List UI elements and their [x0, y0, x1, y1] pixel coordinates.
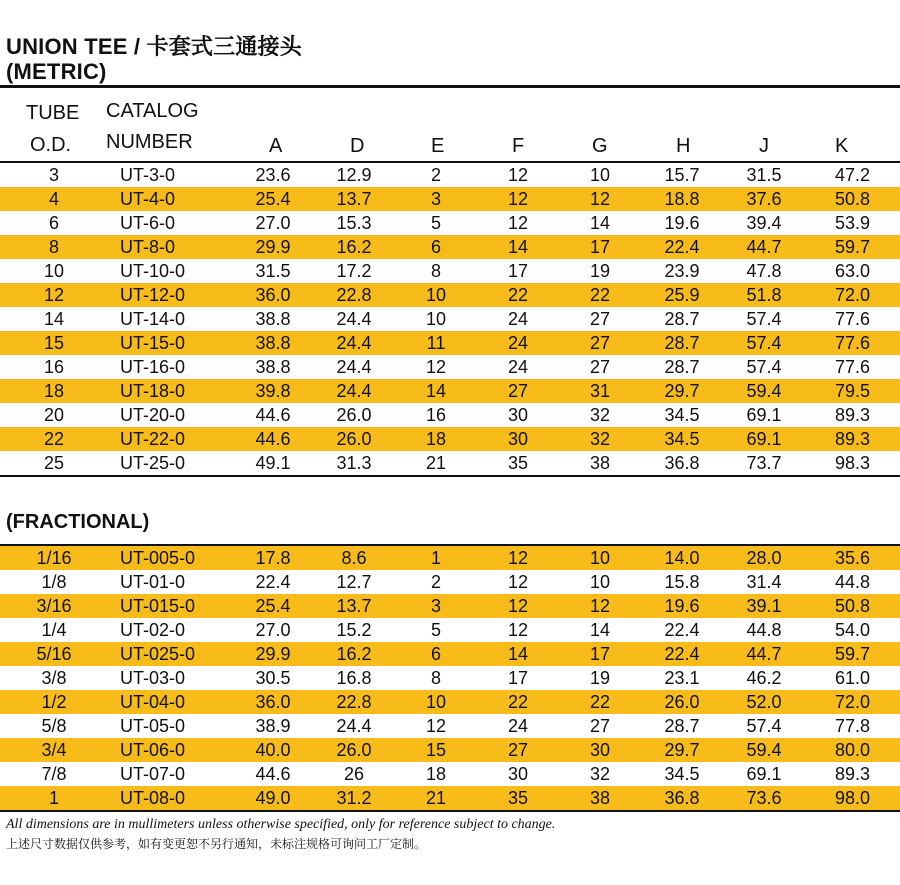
cell-j: 44.8: [746, 620, 782, 640]
cell-a: 44.6: [233, 427, 313, 451]
cell-f: 22: [477, 283, 559, 307]
cell-k: 50.8: [805, 594, 900, 618]
header-catalog-line2: NUMBER: [106, 131, 193, 153]
table-row: [0, 594, 900, 618]
cell-h: 19.6: [641, 594, 723, 618]
cell-a: 49.1: [255, 453, 291, 473]
table-row: [0, 235, 900, 259]
cell-a: 38.9: [255, 716, 291, 736]
cell-cat: UT-12-0: [108, 283, 233, 307]
cell-cat: UT-16-0: [120, 357, 186, 377]
cell-od: 20: [43, 405, 65, 425]
table-row: [0, 762, 900, 786]
cell-d: 24.4: [336, 716, 372, 736]
table-row: [0, 283, 900, 307]
cell-e: 2: [430, 165, 441, 185]
cell-k: 89.3: [805, 427, 900, 451]
cell-g: 27: [589, 716, 611, 736]
cell-g: 32: [589, 764, 611, 784]
cell-g: 10: [589, 165, 611, 185]
cell-g: 17: [559, 235, 641, 259]
cell-g: 22: [559, 690, 641, 714]
cell-k: 59.7: [805, 235, 900, 259]
cell-a: 39.8: [233, 379, 313, 403]
cell-h: 28.7: [664, 716, 700, 736]
cell-cat: UT-3-0: [120, 165, 176, 185]
cell-h: 34.5: [641, 427, 723, 451]
cell-j: 51.8: [723, 283, 805, 307]
cell-f: 24: [507, 716, 529, 736]
cell-e: 18: [425, 764, 447, 784]
cell-e: 18: [395, 427, 477, 451]
cell-k: 77.6: [834, 357, 871, 377]
cell-g: 38: [589, 453, 611, 473]
cell-j: 73.6: [723, 786, 805, 810]
cell-k: 72.0: [805, 690, 900, 714]
cell-od: 1/4: [41, 620, 67, 640]
cell-a: 29.9: [233, 642, 313, 666]
cell-a: 40.0: [233, 738, 313, 762]
table-row: [0, 546, 900, 570]
cell-e: 15: [395, 738, 477, 762]
table-row: [0, 666, 900, 690]
cell-h: 22.4: [641, 235, 723, 259]
cell-f: 27: [477, 738, 559, 762]
cell-j: 31.5: [746, 165, 782, 185]
cell-e: 5: [430, 213, 441, 233]
cell-h: 23.9: [664, 261, 700, 281]
cell-f: 17: [507, 668, 529, 688]
cell-d: 31.2: [313, 786, 395, 810]
cell-f: 14: [477, 642, 559, 666]
cell-h: 28.7: [664, 309, 700, 329]
cell-g: 14: [589, 213, 611, 233]
cell-f: 35: [477, 786, 559, 810]
cell-e: 6: [395, 235, 477, 259]
cell-f: 35: [507, 453, 529, 473]
cell-e: 6: [395, 642, 477, 666]
cell-d: 26.0: [336, 405, 372, 425]
cell-d: 8.6: [313, 546, 395, 570]
cell-d: 26.0: [313, 427, 395, 451]
cell-h: 22.4: [641, 642, 723, 666]
cell-od: 3/4: [0, 738, 108, 762]
cell-cat: UT-01-0: [120, 572, 186, 592]
table-row: [0, 211, 900, 235]
cell-e: 14: [395, 379, 477, 403]
cell-g: 12: [559, 594, 641, 618]
cell-od: 1/16: [0, 546, 108, 570]
cell-od: 25: [43, 453, 65, 473]
cell-h: 36.8: [641, 786, 723, 810]
cell-f: 12: [477, 187, 559, 211]
cell-k: 44.8: [834, 572, 871, 592]
fractional-title: (FRACTIONAL): [6, 511, 150, 533]
cell-a: 31.5: [255, 261, 291, 281]
cell-k: 50.8: [805, 187, 900, 211]
header-d: D: [350, 135, 365, 157]
cell-g: 22: [559, 283, 641, 307]
cell-g: 30: [559, 738, 641, 762]
cell-f: 30: [477, 427, 559, 451]
cell-h: 19.6: [664, 213, 700, 233]
cell-d: 15.2: [336, 620, 372, 640]
cell-g: 12: [559, 187, 641, 211]
cell-cat: UT-10-0: [120, 261, 186, 281]
cell-h: 26.0: [641, 690, 723, 714]
cell-h: 23.1: [664, 668, 700, 688]
header-h: H: [676, 135, 691, 157]
cell-od: 15: [0, 331, 108, 355]
cell-cat: UT-015-0: [108, 594, 233, 618]
table-row: [0, 427, 900, 451]
cell-od: 1/2: [0, 690, 108, 714]
cell-f: 12: [477, 546, 559, 570]
cell-j: 57.4: [746, 357, 782, 377]
cell-j: 57.4: [746, 716, 782, 736]
cell-j: 39.1: [723, 594, 805, 618]
cell-k: 63.0: [834, 261, 871, 281]
cell-j: 69.1: [723, 427, 805, 451]
cell-e: 11: [395, 331, 477, 355]
table-row: [0, 355, 900, 379]
cell-f: 30: [507, 405, 529, 425]
header-g: G: [592, 135, 608, 157]
cell-od: 14: [43, 309, 65, 329]
cell-cat: UT-20-0: [120, 405, 186, 425]
cell-h: 34.5: [664, 764, 700, 784]
cell-a: 29.9: [233, 235, 313, 259]
fractional-bottom-rule: [0, 810, 900, 812]
cell-e: 10: [395, 690, 477, 714]
cell-g: 19: [589, 668, 611, 688]
cell-od: 16: [43, 357, 65, 377]
cell-od: 3/8: [41, 668, 67, 688]
cell-d: 24.4: [336, 309, 372, 329]
cell-g: 14: [589, 620, 611, 640]
cell-od: 12: [0, 283, 108, 307]
cell-g: 32: [589, 405, 611, 425]
cell-f: 12: [507, 620, 529, 640]
table-row: [0, 570, 900, 594]
cell-cat: UT-025-0: [108, 642, 233, 666]
cell-h: 34.5: [664, 405, 700, 425]
header-tube-line2: O.D.: [30, 134, 72, 156]
cell-d: 26.0: [313, 738, 395, 762]
table-row: [0, 618, 900, 642]
cell-k: 80.0: [805, 738, 900, 762]
table-row: [0, 403, 900, 427]
cell-a: 36.0: [233, 690, 313, 714]
table-row: [0, 259, 900, 283]
cell-cat: UT-8-0: [108, 235, 233, 259]
cell-od: 6: [48, 213, 59, 233]
table-row: [0, 187, 900, 211]
cell-f: 12: [477, 594, 559, 618]
cell-e: 8: [430, 261, 441, 281]
cell-f: 12: [507, 213, 529, 233]
cell-e: 5: [430, 620, 441, 640]
cell-a: 22.4: [255, 572, 291, 592]
cell-h: 18.8: [641, 187, 723, 211]
cell-f: 24: [477, 331, 559, 355]
cell-cat: UT-07-0: [120, 764, 186, 784]
cell-f: 12: [507, 165, 529, 185]
cell-d: 12.7: [336, 572, 372, 592]
cell-j: 69.1: [746, 764, 782, 784]
cell-h: 28.7: [664, 357, 700, 377]
page-title: [6, 34, 302, 84]
cell-e: 3: [395, 594, 477, 618]
cell-od: 22: [0, 427, 108, 451]
title-line-1: UNION TEE / 卡套式三通接头: [6, 34, 302, 59]
cell-g: 19: [589, 261, 611, 281]
cell-k: 35.6: [805, 546, 900, 570]
cell-d: 12.9: [336, 165, 372, 185]
footnote-chinese: 上述尺寸数据仅供参考，如有变更恕不另行通知，未标注规格可询问工厂定制。: [6, 837, 427, 851]
cell-a: 27.0: [255, 620, 291, 640]
cell-d: 16.8: [336, 668, 372, 688]
table-row: [0, 307, 900, 331]
table-row: [0, 786, 900, 810]
cell-j: 44.7: [723, 235, 805, 259]
cell-e: 12: [425, 357, 447, 377]
cell-f: 27: [477, 379, 559, 403]
header-tube-line1: TUBE: [26, 102, 80, 124]
cell-d: 22.8: [313, 690, 395, 714]
cell-a: 23.6: [255, 165, 291, 185]
cell-a: 27.0: [255, 213, 291, 233]
cell-od: 4: [0, 187, 108, 211]
cell-d: 24.4: [336, 357, 372, 377]
cell-h: 36.8: [664, 453, 700, 473]
cell-k: 47.2: [834, 165, 871, 185]
cell-cat: UT-14-0: [120, 309, 186, 329]
table-row: [0, 379, 900, 403]
cell-od: 5/8: [41, 716, 67, 736]
cell-j: 37.6: [723, 187, 805, 211]
cell-f: 24: [507, 309, 529, 329]
cell-cat: UT-005-0: [108, 546, 233, 570]
cell-e: 10: [425, 309, 447, 329]
cell-g: 27: [589, 309, 611, 329]
cell-h: 29.7: [641, 738, 723, 762]
cell-cat: UT-6-0: [120, 213, 176, 233]
cell-f: 12: [507, 572, 529, 592]
cell-f: 30: [507, 764, 529, 784]
cell-cat: UT-05-0: [120, 716, 186, 736]
cell-a: 38.8: [255, 309, 291, 329]
cell-cat: UT-25-0: [120, 453, 186, 473]
cell-f: 17: [507, 261, 529, 281]
cell-od: 10: [43, 261, 65, 281]
cell-cat: UT-08-0: [108, 786, 233, 810]
cell-e: 12: [425, 716, 447, 736]
cell-cat: UT-18-0: [108, 379, 233, 403]
cell-h: 22.4: [664, 620, 700, 640]
cell-d: 16.2: [313, 642, 395, 666]
cell-cat: UT-4-0: [108, 187, 233, 211]
cell-cat: UT-06-0: [108, 738, 233, 762]
cell-g: 10: [589, 572, 611, 592]
cell-h: 25.9: [641, 283, 723, 307]
cell-h: 14.0: [641, 546, 723, 570]
cell-e: 1: [395, 546, 477, 570]
cell-od: 8: [0, 235, 108, 259]
cell-od: 7/8: [41, 764, 67, 784]
cell-a: 38.8: [255, 357, 291, 377]
cell-k: 89.3: [834, 405, 871, 425]
cell-j: 47.8: [746, 261, 782, 281]
cell-e: 21: [395, 786, 477, 810]
cell-d: 22.8: [313, 283, 395, 307]
cell-d: 17.2: [336, 261, 372, 281]
cell-cat: UT-04-0: [108, 690, 233, 714]
cell-g: 17: [559, 642, 641, 666]
table-row: [0, 163, 900, 187]
cell-a: 44.6: [255, 764, 291, 784]
cell-j: 52.0: [723, 690, 805, 714]
cell-g: 27: [559, 331, 641, 355]
cell-e: 8: [430, 668, 441, 688]
cell-od: 3/16: [0, 594, 108, 618]
cell-j: 46.2: [746, 668, 782, 688]
cell-j: 39.4: [746, 213, 782, 233]
cell-od: 1/8: [41, 572, 67, 592]
cell-k: 59.7: [805, 642, 900, 666]
cell-cat: UT-03-0: [120, 668, 186, 688]
cell-d: 31.3: [336, 453, 372, 473]
cell-od: 5/16: [0, 642, 108, 666]
cell-a: 36.0: [233, 283, 313, 307]
cell-d: 24.4: [313, 331, 395, 355]
cell-j: 69.1: [746, 405, 782, 425]
cell-a: 44.6: [255, 405, 291, 425]
cell-k: 89.3: [834, 764, 871, 784]
table-row: [0, 738, 900, 762]
cell-f: 22: [477, 690, 559, 714]
cell-k: 72.0: [805, 283, 900, 307]
cell-od: 3: [48, 165, 59, 185]
column-header: [0, 98, 900, 166]
cell-k: 98.3: [834, 453, 871, 473]
cell-d: 15.3: [336, 213, 372, 233]
cell-k: 77.8: [834, 716, 871, 736]
table-row: [0, 331, 900, 355]
cell-k: 98.0: [805, 786, 900, 810]
header-catalog-line1: CATALOG: [106, 100, 199, 122]
cell-a: 38.8: [233, 331, 313, 355]
metric-table: [0, 163, 900, 475]
cell-k: 79.5: [805, 379, 900, 403]
table-row: [0, 451, 900, 475]
cell-j: 31.4: [746, 572, 782, 592]
cell-j: 57.4: [723, 331, 805, 355]
table-row: [0, 714, 900, 738]
footnote-english: All dimensions are in mullimeters unless otherwise specified, only for reference subject to change.: [6, 817, 556, 832]
cell-od: 18: [0, 379, 108, 403]
cell-h: 29.7: [641, 379, 723, 403]
cell-h: 15.8: [664, 572, 700, 592]
cell-cat: UT-22-0: [108, 427, 233, 451]
title-line-2: (METRIC): [6, 59, 107, 84]
cell-d: 13.7: [313, 594, 395, 618]
metric-bottom-rule: [0, 475, 900, 477]
cell-e: 21: [425, 453, 447, 473]
cell-k: 54.0: [834, 620, 871, 640]
cell-k: 77.6: [834, 309, 871, 329]
cell-h: 15.7: [664, 165, 700, 185]
cell-f: 14: [477, 235, 559, 259]
cell-a: 25.4: [233, 594, 313, 618]
cell-d: 24.4: [313, 379, 395, 403]
cell-e: 16: [425, 405, 447, 425]
header-k: K: [835, 135, 849, 157]
cell-a: 25.4: [233, 187, 313, 211]
cell-k: 61.0: [834, 668, 871, 688]
header-f: F: [512, 135, 525, 157]
cell-h: 28.7: [641, 331, 723, 355]
cell-g: 27: [589, 357, 611, 377]
cell-k: 77.6: [805, 331, 900, 355]
cell-k: 53.9: [834, 213, 871, 233]
header-j: J: [759, 135, 769, 157]
cell-j: 44.7: [723, 642, 805, 666]
cell-d: 26: [343, 764, 365, 784]
header-a: A: [269, 135, 283, 157]
cell-cat: UT-15-0: [108, 331, 233, 355]
table-row: [0, 690, 900, 714]
cell-e: 3: [395, 187, 477, 211]
cell-j: 57.4: [746, 309, 782, 329]
cell-e: 10: [395, 283, 477, 307]
cell-g: 10: [559, 546, 641, 570]
cell-g: 32: [559, 427, 641, 451]
cell-g: 31: [559, 379, 641, 403]
cell-cat: UT-02-0: [120, 620, 186, 640]
cell-f: 24: [507, 357, 529, 377]
cell-j: 59.4: [723, 379, 805, 403]
cell-a: 30.5: [255, 668, 291, 688]
cell-a: 17.8: [233, 546, 313, 570]
fractional-table: [0, 546, 900, 810]
cell-j: 59.4: [723, 738, 805, 762]
cell-d: 13.7: [313, 187, 395, 211]
cell-e: 2: [430, 572, 441, 592]
table-row: [0, 642, 900, 666]
cell-d: 16.2: [313, 235, 395, 259]
cell-od: 1: [0, 786, 108, 810]
header-e: E: [431, 135, 445, 157]
cell-a: 49.0: [233, 786, 313, 810]
title-rule: [0, 85, 900, 88]
cell-j: 73.7: [746, 453, 782, 473]
cell-g: 38: [559, 786, 641, 810]
cell-j: 28.0: [723, 546, 805, 570]
